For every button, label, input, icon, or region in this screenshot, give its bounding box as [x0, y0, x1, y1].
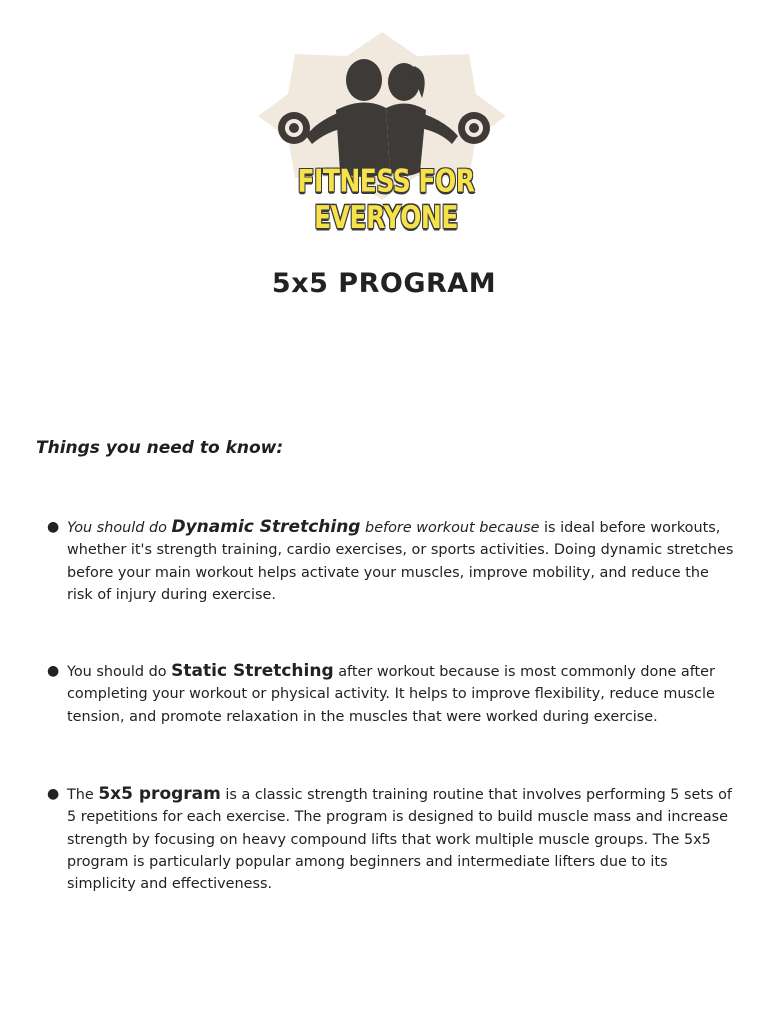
item-lead: You should do [67, 520, 172, 536]
list-item-5x5-program [47, 783, 735, 895]
item-lead: The [67, 787, 99, 803]
item-body: after workout because is most commonly done after completing your workout or physical activity. It helps to improve flexibility, reduce muscle tension, and promote relaxation in the muscles that were worked during exercise. [67, 664, 715, 725]
item-highlight: 5x5 program [98, 784, 221, 804]
section-heading: Things you need to know: [36, 438, 284, 458]
fitness-logo [254, 32, 518, 236]
item-highlight: Static Stretching [171, 661, 334, 681]
item-mid: before workout because [360, 520, 540, 536]
item-highlight: Dynamic Stretching [171, 517, 361, 537]
item-lead: You should do [67, 664, 172, 680]
bullet-icon: ● [47, 663, 60, 679]
logo-text: FITNESS FOR EVERYONE [297, 162, 475, 236]
bullet-icon: ● [47, 519, 60, 535]
list-item-dynamic-stretching [47, 516, 735, 606]
item-body: is a classic strength training routine that involves performing 5 sets of 5 repetitions for each exercise. The program is designed to build muscle mass and increase strength by focusing on heavy compound lifts that work multiple muscle groups. The 5x5 program is particularly popular among beginners and intermediate lifters due to its simplicity and effectiveness. [67, 787, 732, 893]
page-title: 5x5 PROGRAM [271, 268, 497, 299]
list-item-static-stretching [47, 660, 735, 728]
bullet-icon: ● [47, 786, 60, 802]
item-body: is ideal before workouts, whether it's strength training, cardio exercises, or sports activities. Doing dynamic stretches before your main workout helps activate your muscles, improve mobility, and reduce the risk of injury during exercise. [67, 520, 734, 603]
